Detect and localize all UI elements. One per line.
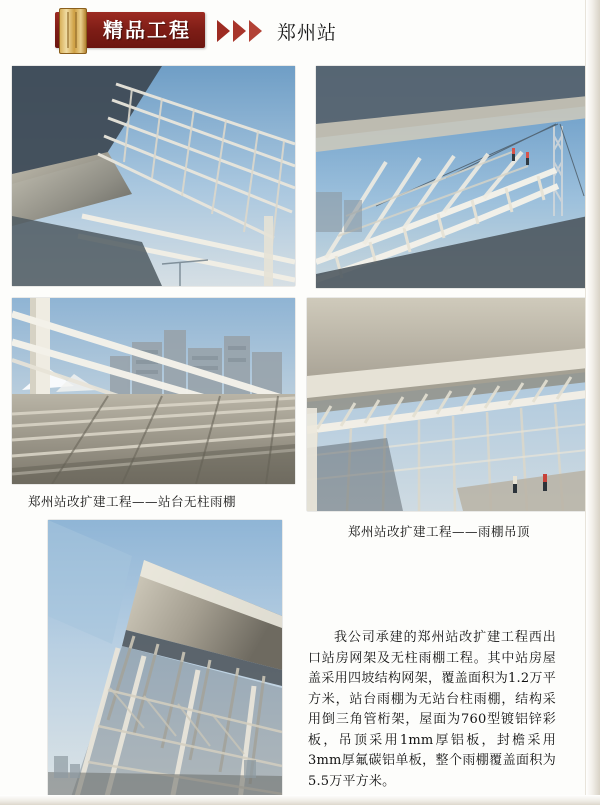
photo-canopy-edge-upward: [48, 520, 282, 800]
article-paragraph: 我公司承建的郑州站改扩建工程西出口站房网架及无柱雨棚工程。其中站房屋盖采用四坡结构网架，覆盖面积为1.2万平方米，站台雨棚为无站台柱雨棚，结构采用倒三角管桁架，屋面为760型镀铝锌彩板，吊顶采用1mm厚铝板，封檐采用3mm厚氟碳铝单板，整个雨棚覆盖面积为5.5万平方米。: [308, 630, 556, 789]
photo-canopy-truss-underside: [12, 66, 295, 286]
page-header: [55, 12, 475, 52]
caption-canopy-ceiling: 郑州站改扩建工程——雨棚吊顶: [348, 524, 531, 539]
badge-clasp-ornament: [59, 8, 87, 54]
badge-label: 精品工程: [103, 18, 191, 42]
photo-roof-steel-frame: [316, 66, 588, 288]
page-right-edge: [585, 0, 600, 805]
station-title: 郑州站: [277, 22, 338, 44]
article-body: [308, 628, 556, 792]
double-chevron-right-icon: [217, 20, 262, 42]
photo-canopy-ceiling: [307, 298, 588, 511]
page-bottom-edge: [0, 795, 600, 805]
photo-platform-canopy-city: [12, 298, 295, 484]
caption-platform-canopy: 郑州站改扩建工程——站台无柱雨棚: [28, 494, 237, 509]
